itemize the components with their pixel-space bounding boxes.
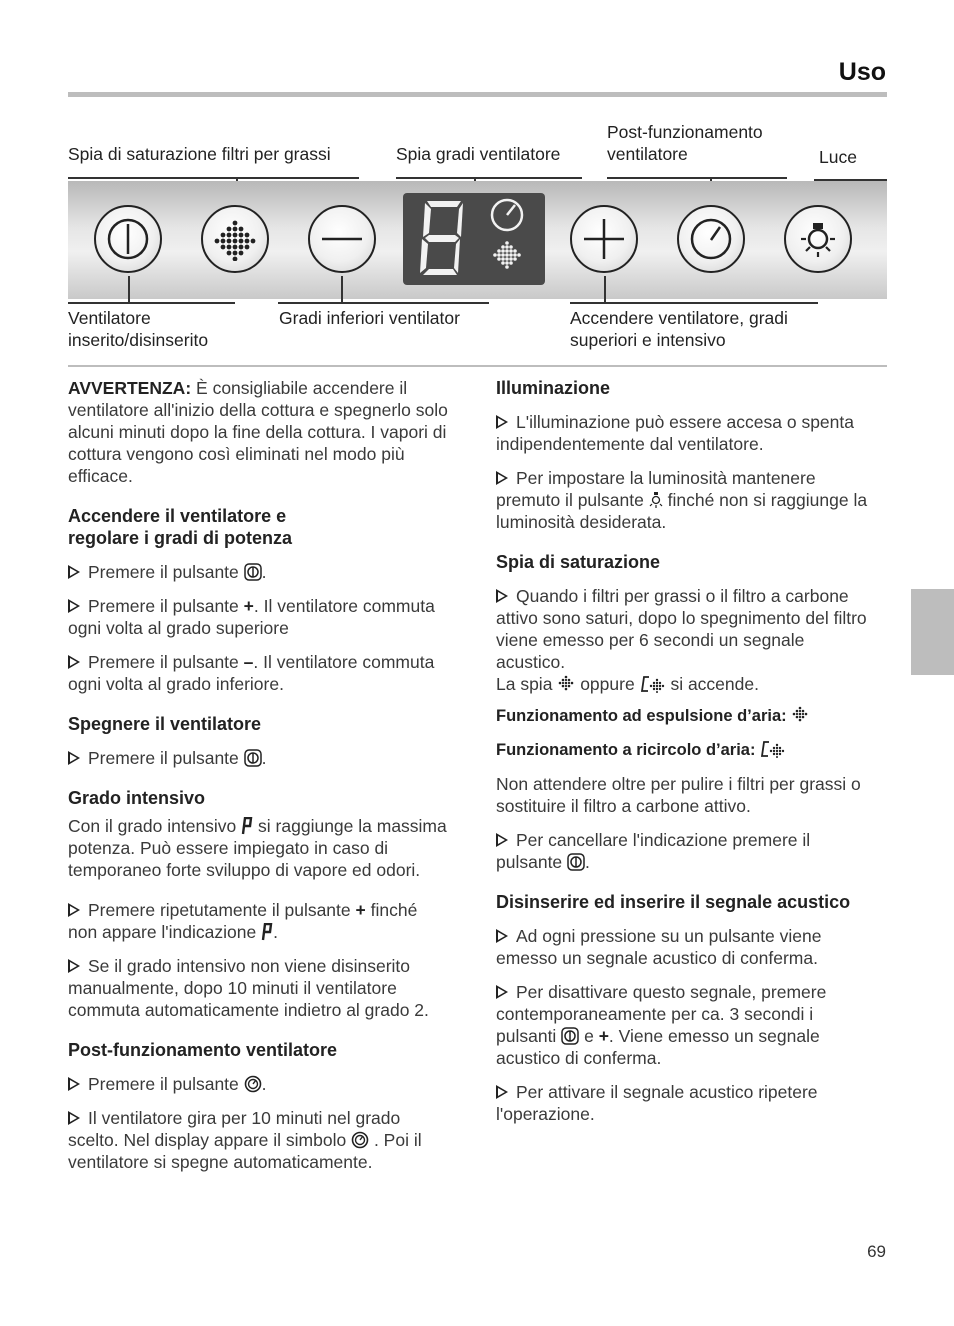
step-text: . Viene emesso un segnale acustico di conferma.	[496, 1026, 820, 1068]
power-icon	[244, 563, 262, 581]
plus-icon: +	[243, 596, 254, 616]
step-text: Il ventilatore gira per 10 minuti nel grado scelto. Nel display appare il simbolo	[68, 1108, 401, 1150]
paragraph-text: Con il grado intensivo	[68, 816, 237, 836]
power-icon	[104, 215, 152, 263]
step	[68, 955, 448, 1021]
warning-text: È consigliabile accendere il ventilatore all'inizio della cottura e spegnerlo solo alcuni minuti dopo la fine della cottura. I vapori di cottura vengono così eliminati nel modo più efficace.	[68, 378, 448, 486]
step-arrow-icon	[68, 655, 80, 669]
step-text: Per impostare la luminosità mantenere premuto il pulsante	[496, 468, 816, 510]
page-title: Uso	[838, 58, 886, 86]
step	[496, 585, 876, 695]
step: Premere il pulsante .	[68, 747, 448, 769]
step	[68, 651, 448, 695]
step	[496, 981, 876, 1069]
warning-label: AVVERTENZA:	[68, 378, 192, 398]
step-arrow-icon	[496, 471, 508, 485]
filter-dots-icon	[493, 241, 521, 269]
heading-intensive: Grado intensivo	[68, 788, 206, 808]
step-text: Premere il pulsante	[88, 652, 239, 672]
light-button[interactable]	[784, 205, 852, 273]
step: Per cancellare l'indicazione premere il pulsante .	[496, 830, 811, 872]
intensive-p-icon	[241, 817, 253, 835]
label-post-run-line1: Post-funzionamento	[607, 122, 763, 142]
leader-tick	[604, 276, 606, 302]
step-arrow-icon	[496, 833, 508, 847]
leader-line	[68, 177, 359, 179]
step-text: Ad ogni pressione su un pulsante viene emesso un segnale acustico di conferma.	[496, 926, 822, 968]
step-arrow-icon	[496, 415, 508, 429]
step-text: finché non appare l'indicazione	[68, 900, 418, 942]
label-power-line1: Ventilatore	[68, 308, 151, 328]
intensive-paragraph	[68, 815, 448, 881]
step-text: oppure	[580, 674, 635, 694]
step-text: . Il ventilatore commuta ogni volta al grado superiore	[68, 596, 435, 638]
header-rule	[68, 92, 887, 97]
step-text: Premere il pulsante	[88, 562, 239, 582]
chapter-tab	[911, 589, 954, 675]
leader-line	[607, 177, 787, 179]
leader-tick	[341, 276, 343, 302]
left-column	[68, 377, 448, 1185]
filter-indicator-button[interactable]	[201, 205, 269, 273]
fan-level-display	[403, 193, 545, 285]
minus-button[interactable]	[308, 205, 376, 273]
step-arrow-icon	[68, 751, 80, 765]
heading-post-run: Post-funzionamento ventilatore	[68, 1040, 338, 1060]
plus-icon: +	[598, 1026, 609, 1046]
step: Premere il pulsante .	[68, 561, 448, 583]
leader-line	[278, 302, 489, 304]
heading-turn-off: Spegnere il ventilatore	[68, 714, 262, 734]
heading-lighting: Illuminazione	[496, 378, 611, 398]
step-text: Premere ripetutamente il pulsante	[88, 900, 351, 920]
step-arrow-icon	[68, 1111, 80, 1125]
label-plus-line2: superiori e intensivo	[570, 330, 726, 350]
step	[496, 467, 876, 533]
step-text: finché non si raggiunge la luminosità desiderata.	[496, 490, 868, 532]
label-minus: Gradi inferiori ventilator	[279, 308, 460, 328]
step	[496, 925, 876, 969]
step-arrow-icon	[496, 985, 508, 999]
filter-dots-icon	[557, 675, 575, 693]
power-icon	[567, 853, 585, 871]
step-text: Premere il pulsante	[88, 596, 239, 616]
paragraph: Non attendere oltre per pulire i filtri per grassi o sostituire il filtro a carbone attivo.	[496, 774, 861, 816]
step	[496, 411, 876, 455]
step-text: Premere il pulsante	[88, 748, 239, 768]
heading-recirculation-mode	[496, 739, 876, 761]
step-text: e	[584, 1026, 594, 1046]
timer-icon	[244, 1075, 262, 1093]
step-arrow-icon	[496, 1085, 508, 1099]
step-arrow-icon	[496, 589, 508, 603]
step-text: Premere il pulsante	[88, 1074, 239, 1094]
lamp-icon	[649, 491, 663, 509]
step-text: si accende.	[670, 674, 759, 694]
warning-paragraph	[68, 377, 448, 487]
seven-segment-display	[403, 193, 545, 285]
step-arrow-icon	[68, 959, 80, 973]
minus-icon: –	[243, 652, 254, 672]
intensive-p-icon	[261, 923, 273, 941]
step	[496, 1081, 876, 1125]
page-number: 69	[867, 1242, 886, 1261]
step-text: Per attivare il segnale acustico ripetere l'operazione.	[496, 1082, 818, 1124]
leader-line	[570, 302, 818, 304]
leader-line	[68, 302, 235, 304]
timer-icon	[687, 215, 735, 263]
timer-icon	[351, 1131, 369, 1149]
lamp-icon	[794, 215, 842, 263]
heading-exhaust-mode	[496, 705, 876, 727]
plus-button[interactable]	[570, 205, 638, 273]
plus-icon	[582, 217, 626, 261]
heading-acoustic-signal: Disinserire ed inserire il segnale acustico	[496, 892, 851, 912]
step-text: Per disattivare questo segnale, premere contemporaneamente per ca. 3 secondi i pulsanti	[496, 982, 827, 1046]
power-icon	[244, 749, 262, 767]
power-icon	[561, 1027, 579, 1045]
step-text: L'illuminazione può essere accesa o spenta indipendentemente dal ventilatore.	[496, 412, 854, 454]
paragraph-text: si raggiunge la massima potenza. Può essere impiegato in caso di temporaneo forte sviluppo di vapore ed odori.	[68, 816, 447, 880]
heading-text: Funzionamento a ricircolo d’aria:	[496, 741, 756, 759]
carbon-filter-icon	[760, 740, 786, 758]
step-text: . Poi il ventilatore si spegne automaticamente.	[68, 1130, 422, 1172]
timer-icon	[492, 200, 522, 230]
leader-tick	[128, 276, 130, 302]
leader-line	[396, 177, 582, 179]
filter-dots-icon	[791, 706, 809, 724]
label-plus-line1: Accendere ventilatore, gradi	[570, 308, 788, 328]
step-arrow-icon	[68, 1077, 80, 1091]
step-arrow-icon	[68, 903, 80, 917]
step-text: Se il grado intensivo non viene disinserito manualmente, dopo 10 minuti il ventilatore commuta automaticamente indietro al grado 2.	[68, 956, 429, 1020]
step-arrow-icon	[68, 599, 80, 613]
step: Premere ripetutamente il pulsante + finché non appare l'indicazione .	[68, 900, 418, 942]
heading-turn-on: Accendere il ventilatore e regolare i gradi di potenza	[68, 506, 293, 548]
filter-dots-icon	[213, 217, 257, 261]
plus-icon: +	[355, 900, 366, 920]
step-arrow-icon	[496, 929, 508, 943]
post-run-button[interactable]	[677, 205, 745, 273]
label-fan-level-indicator: Spia gradi ventilatore	[396, 144, 561, 164]
step	[68, 1107, 448, 1173]
step-text: Per cancellare l'indicazione premere il pulsante	[496, 830, 811, 872]
right-column	[496, 377, 876, 1137]
label-filter-indicator: Spia di saturazione filtri per grassi	[68, 144, 331, 164]
heading-saturation: Spia di saturazione	[496, 552, 661, 572]
carbon-filter-icon	[640, 675, 666, 693]
step: Premere il pulsante .	[68, 1073, 448, 1095]
section-divider	[68, 365, 887, 367]
step-text: Quando i filtri per grassi o il filtro a carbone attivo sono saturi, dopo lo spegnimento del filtro viene emesso per 6 secondi un segnale acustico.	[496, 586, 867, 672]
label-light: Luce	[819, 147, 857, 167]
heading-text: Funzionamento ad espulsione d’aria:	[496, 707, 787, 725]
step-arrow-icon	[68, 565, 80, 579]
label-power-line2: inserito/disinserito	[68, 330, 209, 350]
step-text: La spia	[496, 674, 553, 694]
label-post-run-line2: ventilatore	[607, 144, 688, 164]
step	[68, 595, 448, 639]
step-text: . Il ventilatore commuta ogni volta al grado inferiore.	[68, 652, 435, 694]
minus-icon	[320, 234, 364, 244]
power-button[interactable]	[94, 205, 162, 273]
